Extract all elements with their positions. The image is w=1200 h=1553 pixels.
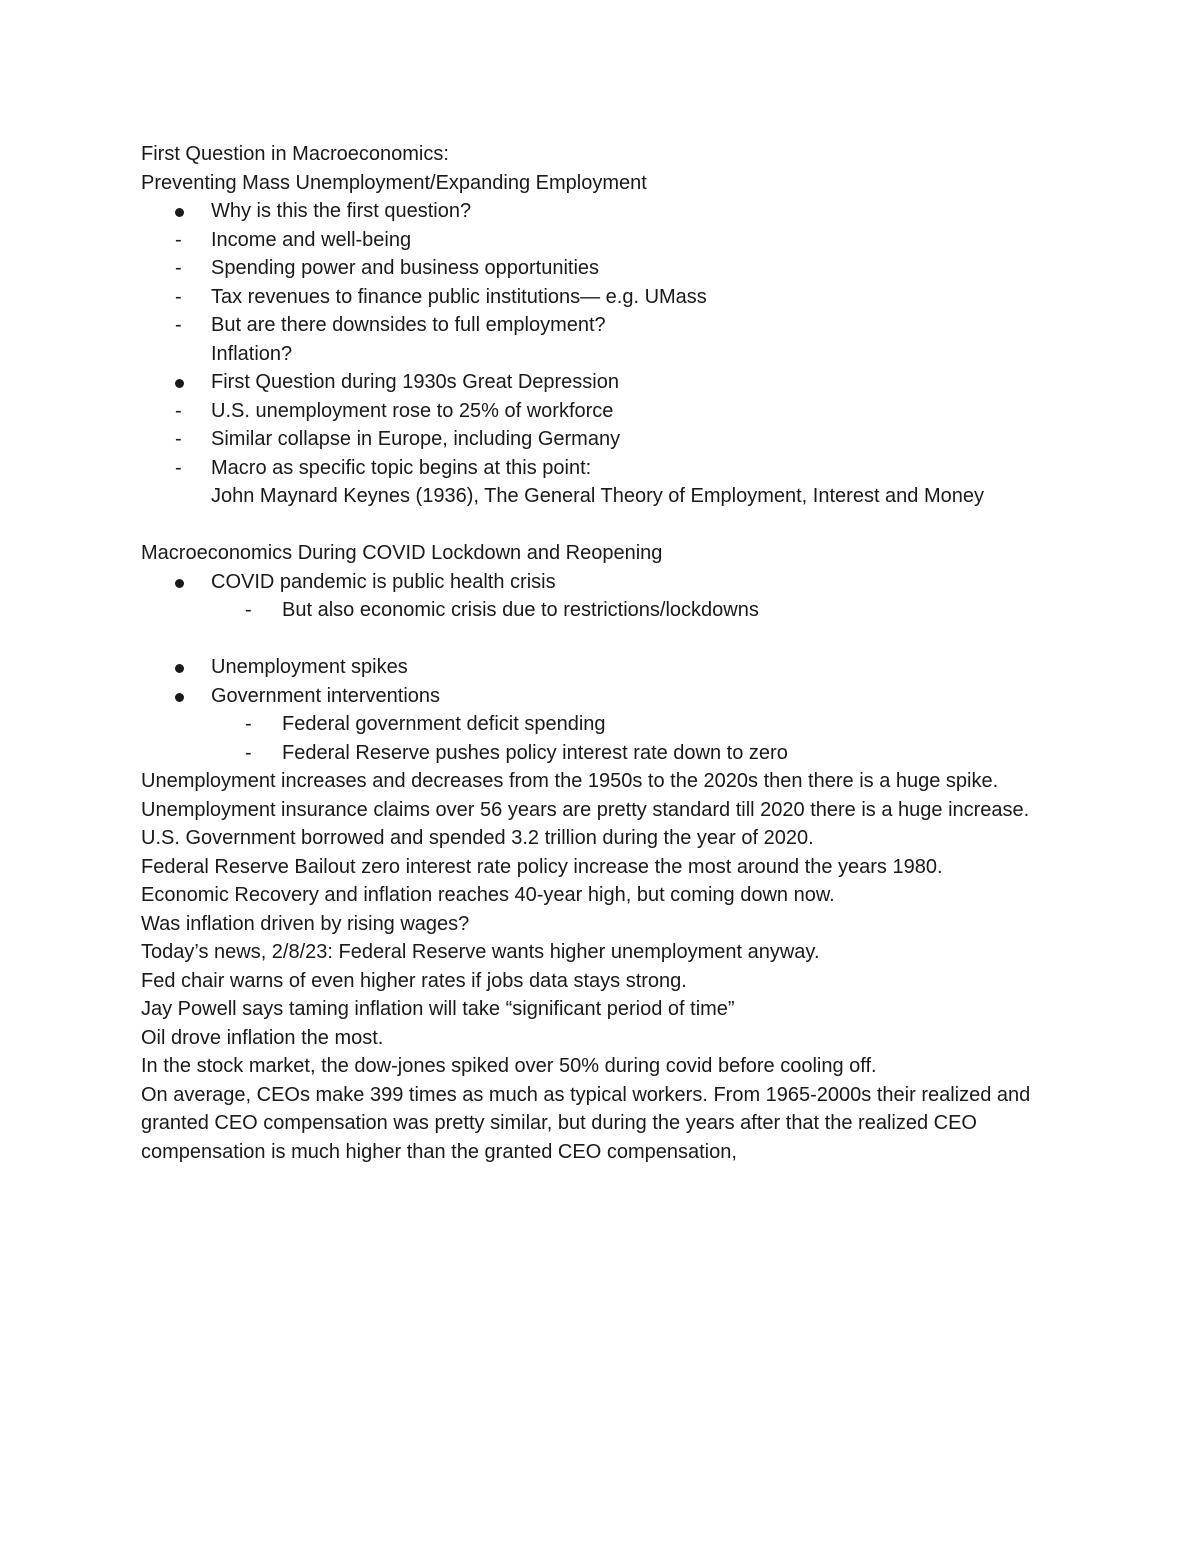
list-item-text: But are there downsides to full employment? [211,314,606,336]
list-item [141,397,1071,426]
list-item [141,568,1071,597]
bullet-icon [175,568,184,597]
list-item [141,739,1071,768]
note-paragraph: Fed chair warns of even higher rates if jobs data stays strong. [141,969,687,992]
list-item-text: COVID pandemic is public health crisis [211,570,556,593]
note-paragraph: Today’s news, 2/8/23: Federal Reserve wants higher unemployment anyway. [141,941,820,963]
list-item-text: Tax revenues to finance public institutions— e.g. UMass [211,285,707,308]
note-paragraph: Was inflation driven by rising wages? [141,912,470,935]
note-paragraph: Unemployment increases and decreases from the 1950s to the 2020s then there is a huge spike. [141,770,999,792]
note-paragraph: In the stock market, the dow-jones spiked over 50% during covid before cooling off. [141,1055,877,1077]
dash-icon: - [175,456,182,479]
section-title: First Question in Macroeconomics: [141,143,449,165]
list-item-text: Similar collapse in Europe, including Germany [211,428,621,450]
list-item [141,254,1071,283]
list-item-text: Federal government deficit spending [282,713,606,735]
blank-line [141,511,1071,540]
list-item [141,425,1071,454]
list-item-text: First Question during 1930s Great Depression [211,371,619,393]
dash-icon: - [175,285,182,308]
dash-icon: - [245,741,252,764]
note-paragraph: Oil drove inflation the most. [141,1026,384,1049]
list-item [141,454,1071,483]
list-item-text: Income and well-being [211,228,412,251]
list-item-text: But also economic crisis due to restrictions/lockdowns [282,599,759,621]
blank-line [141,625,1071,654]
list-item-text: Macro as specific topic begins at this point: [211,456,592,479]
note-paragraph: Federal Reserve Bailout zero interest rate policy increase the most around the years 1980. [141,855,943,878]
note-paragraph: On average, CEOs make 399 times as much as typical workers. From 1965-2000s their realized and granted CEO compensation was pretty similar, but during the years after that the realized CEO compensation is much higher than the granted CEO compensation, [141,1083,1031,1163]
list-item [141,226,1071,255]
dash-icon: - [245,713,252,735]
dash-icon: - [245,599,252,621]
section-subtitle: Preventing Mass Unemployment/Expanding Employment [141,171,647,194]
bullet-icon [175,368,184,397]
list-item-text: Federal Reserve pushes policy interest rate down to zero [282,741,788,764]
dash-icon: - [175,399,182,422]
note-paragraph: Economic Recovery and inflation reaches 40-year high, but coming down now. [141,884,835,906]
bullet-icon [175,197,184,226]
list-item [141,197,1071,226]
list-item [141,283,1071,312]
list-item-text: Why is this the first question? [211,200,472,222]
note-paragraph: U.S. Government borrowed and spended 3.2 trillion during the year of 2020. [141,827,814,849]
list-item [141,311,1071,340]
list-item [141,710,1071,739]
note-paragraph: Unemployment insurance claims over 56 years are pretty standard till 2020 there is a huge increase. [141,798,1030,821]
dash-icon: - [175,314,182,336]
list-item-text: Spending power and business opportunities [211,257,600,279]
list-item [141,596,1071,625]
list-item [141,682,1071,711]
dash-icon: - [175,428,182,450]
list-item-text: U.S. unemployment rose to 25% of workforce [211,399,614,422]
list-item-text: Government interventions [211,684,441,707]
list-item [141,368,1071,397]
bullet-icon [175,653,184,682]
list-item-text: Unemployment spikes [211,656,408,678]
section-title: Macroeconomics During COVID Lockdown and Reopening [141,542,663,564]
document-body [141,140,1071,1166]
dash-icon: - [175,257,182,279]
bullet-icon [175,682,184,711]
list-item-continuation: John Maynard Keynes (1936), The General Theory of Employment, Interest and Money [211,485,985,507]
dash-icon: - [175,228,182,251]
list-item [141,653,1071,682]
list-item-continuation: Inflation? [211,342,293,365]
note-paragraph: Jay Powell says taming inflation will take “significant period of time” [141,998,735,1020]
